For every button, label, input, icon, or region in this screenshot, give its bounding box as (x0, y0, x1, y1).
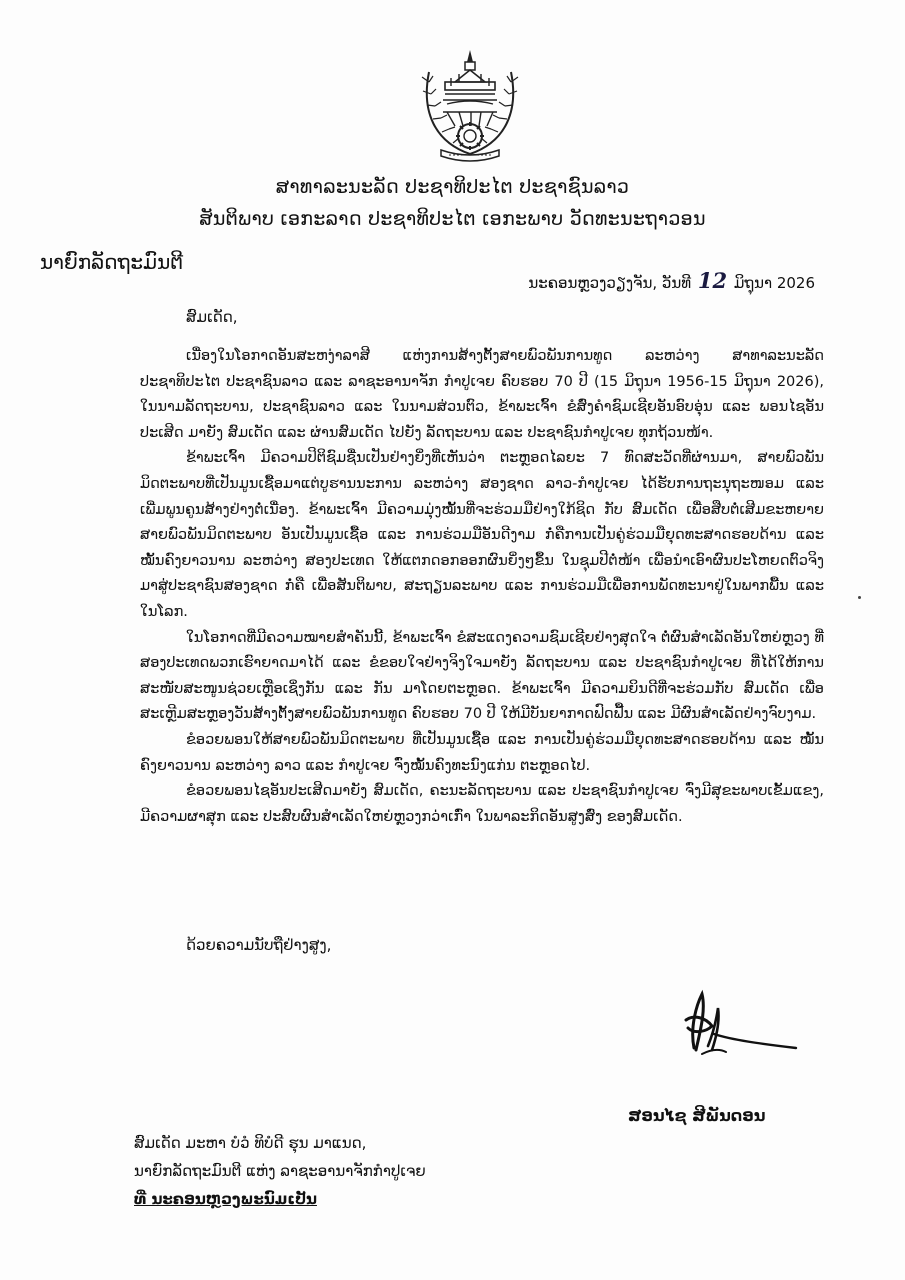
date-day: 12 (697, 268, 728, 293)
body-paragraph: ເນື່ອງໃນໂອກາດອັນສະຫງ່າລາສີ ແຫ່ງການສ້າງຕັ້ງສາຍພົວພັນການທູດ ລະຫວ່າງ ສາທາລະນະລັດ ປະຊາທິປະໄຕ ປະຊາຊົນລາວ ແລະ ລາຊະອານາຈັກ ກຳປູເຈຍ ຄົບຮອບ 70 ປີ (15 ມິຖຸນາ 1956-15 ມິຖຸນາ 2026), ໃນນາມລັດຖະບານ, ປະຊາຊົນລາວ ແລະ ໃນນາມສ່ວນຕົວ, ຂ້າພະເຈົ້າ ຂໍສົ່ງຄຳຊົມເຊີຍອັນອົບອຸ່ນ ແລະ ພອນໄຊອັນປະເສີດ ມາຍັງ ສົມເດັດ ແລະ ຜ່ານສົມເດັດ ໄປຍັງ ລັດຖະບານ ແລະ ປະຊາຊົນກຳປູເຈຍ ທຸກຖ້ວນໜ້າ. (140, 348, 824, 441)
body-paragraph: ຂ້າພະເຈົ້າ ມີຄວາມປິຕິຊົມຊື່ນເປັນຢ່າງຍິ່ງທີ່ເຫັນວ່າ ຕະຫຼອດໄລຍະ 7 ທົດສະວັດທີ່ຜ່ານມາ, ສາຍພົວພັນມິດຕະພາບທີ່ເປັນມູນເຊື້ອມາແຕ່ບູຮານນະການ ລະຫວ່າງ ສອງຊາດ ລາວ-ກຳປູເຈຍ ໄດ້ຮັບການຖະນຸຖະໜອມ ແລະ ເພີ່ມພູນຄູນສ້າງຢ່າງຕໍ່ເນື່ອງ. ຂ້າພະເຈົ້າ ມີຄວາມມຸ່ງໝັ້ນທີ່ຈະຮ່ວມມືຢ່າງໃກ້ຊິດ ກັບ ສົມເດັດ ເພື່ອສືບຕໍ່ເສີມຂະຫຍາຍສາຍພົວພັນມິດຕະພາບ ອັນເປັນມູນເຊື້ອ ແລະ ການຮ່ວມມືອັນດີງາມ ກໍ່ຄືການເປັນຄູ່ຮ່ວມມືຍຸດທະສາດຮອບດ້ານ ແລະ ໝັ້ນຄົງຍາວນານ ລະຫວ່າງ ສອງປະເທດ ໃຫ້ແຕກດອກອອກຜົນຍິ່ງໆຂຶ້ນ ໃນຊຸມປີຕໍ່ໜ້າ ເພື່ອນຳເອົາຜົນປະໂຫຍດຕົວຈິງມາສູ່ປະຊາຊົນສອງຊາດ ກໍ່ຄື ເພື່ອສັນຕິພາບ, ສະຖຽນລະພາບ ແລະ ການຮ່ວມມືເພື່ອການພັດທະນາຢູ່ໃນພາກພື້ນ ແລະ ໃນໂລກ. (140, 450, 824, 620)
addressee-title: ນາຍົກລັດຖະມົນຕີ ແຫ່ງ ລາຊະອານາຈັກກຳປູເຈຍ (134, 1162, 426, 1180)
letter-body (140, 344, 824, 830)
country-name-header: ສາທາລະນະລັດ ປະຊາທິປະໄຕ ປະຊາຊົນລາວ (275, 176, 630, 198)
national-motto: ສັນຕິພາບ ເອກະລາດ ປະຊາທິປະໄຕ ເອກະພາບ ວັດທະນະຖາວອນ (199, 208, 706, 230)
closing-phrase: ດ້ວຍຄວາມນັບຖືຢ່າງສູງ, (186, 936, 332, 954)
salutation: ສົມເດັດ, (186, 308, 238, 326)
addressee-location: ທີ່ ນະຄອນຫຼວງພະນົມເປັນ (134, 1190, 317, 1208)
national-emblem-icon (415, 42, 525, 162)
date-prefix: ນະຄອນຫຼວງວຽງຈັນ, ວັນທີ (528, 274, 692, 292)
signer-name: ສອນໄຊ ສີພັນດອນ (628, 1106, 766, 1125)
body-paragraph: ໃນໂອກາດທີ່ມີຄວາມໝາຍສຳຄັນນີ້, ຂ້າພະເຈົ້າ ຂໍສະແດງຄວາມຊົມເຊີຍຢ່າງສຸດໃຈ ຕໍ່ຜົນສຳເລັດອັນໃຫຍ່ຫຼວງ ທີ່ ສອງປະເທດພວກເຮົາຍາດມາໄດ້ ແລະ ຂໍຂອບໃຈຢ່າງຈິງໃຈມາຍັງ ລັດຖະບານ ແລະ ປະຊາຊົນກຳປູເຈຍ ທີ່ໄດ້ໃຫ້ການສະໜັບສະໜູນຊ່ວຍເຫຼືອເຊິ່ງກັນ ແລະ ກັນ ມາໂດຍຕະຫຼອດ. ຂ້າພະເຈົ້າ ມີຄວາມຍິນດີທີ່ຈະຮ່ວມກັບ ສົມເດັດ ເພື່ອສະເຫຼີມສະຫຼອງວັນສ້າງຕັ້ງສາຍພົວພັນການທູດ ຄົບຮອບ 70 ປີ ໃຫ້ມີບັນຍາກາດຟົດຟື້ນ ແລະ ມີຜົນສຳເລັດຢ່າງຈົບງາມ. (140, 629, 824, 723)
date-line (528, 268, 815, 293)
sender-title: ນາຍົກລັດຖະມົນຕີ (40, 250, 184, 274)
signature-mark (672, 988, 802, 1068)
stray-mark (858, 596, 861, 599)
date-suffix: ມິຖຸນາ 2026 (733, 274, 815, 292)
body-paragraph: ຂໍອວຍພອນໄຊອັນປະເສີດມາຍັງ ສົມເດັດ, ຄະນະລັດຖະບານ ແລະ ປະຊາຊົນກຳປູເຈຍ ຈົ່ງມີສຸຂະພາບເຂັ້ມແຂງ, ມີຄວາມຜາສຸກ ແລະ ປະສົບຜົນສຳເລັດໃຫຍ່ຫຼວງກວ່າເກົ່າ ໃນພາລະກິດອັນສູງສົ່ງ ຂອງສົມເດັດ. (140, 783, 824, 825)
addressee-name: ສົມເດັດ ມະຫາ ບໍວໍ ທິບໍດີ ຮຸນ ມາແນດ, (134, 1134, 367, 1152)
body-paragraph: ຂໍອວຍພອນໃຫ້ສາຍພົວພັນມິດຕະພາບ ທີ່ເປັນມູນເຊື້ອ ແລະ ການເປັນຄູ່ຮ່ວມມືຍຸດທະສາດຮອບດ້ານ ແລະ ໝັ້ນຄົງຍາວນານ ລະຫວ່າງ ລາວ ແລະ ກຳປູເຈຍ ຈົ່ງໝັ້ນຄົງທະນົງແກ່ນ ຕະຫຼອດໄປ. (140, 731, 824, 774)
